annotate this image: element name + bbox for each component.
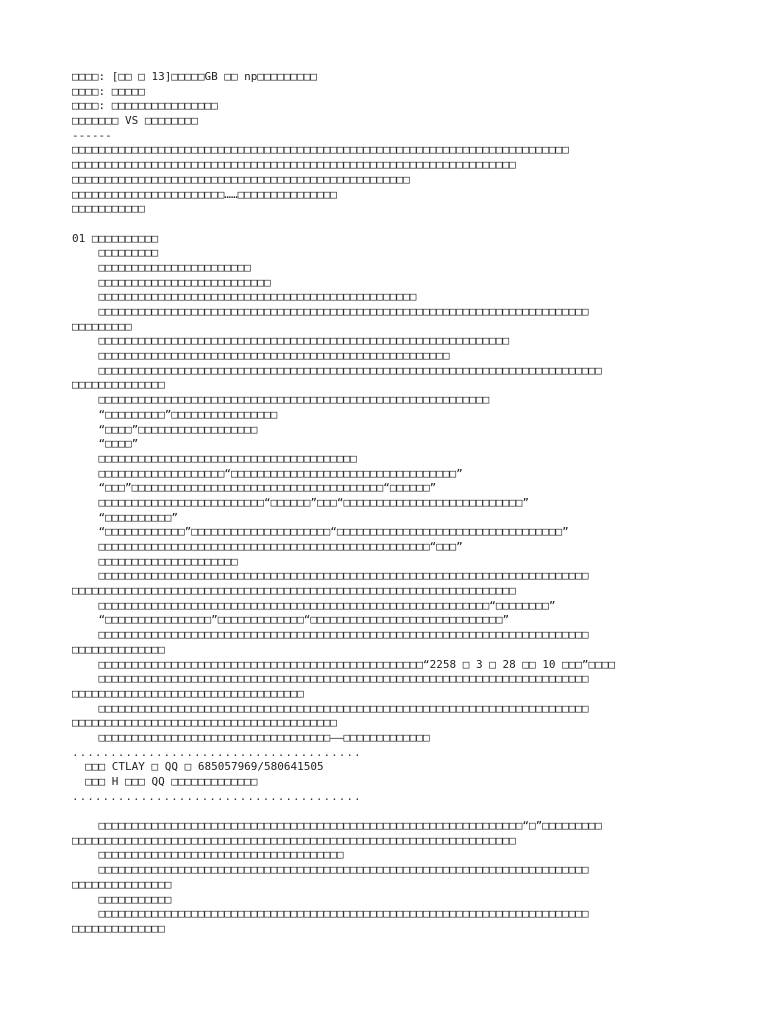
body-line: □□□□□□□□□□□□□□□□□□□□□□□□□□□□□□□□□□□□□□□□□□□□□□□□□“2258 □ 3 □ 28 □□ 10 □□□”□□□□ bbox=[72, 657, 616, 671]
body-line: “□□□”□□□□□□□□□□□□□□□□□□□□□□□□□□□□□□□□□□□□□□“□□□□□□” bbox=[72, 481, 437, 495]
body-line: □□□□□□□□□□□□□□□□□□□□□□□□□□□□□□□□□□□□□□□□□□□□□□□□□□□□□□□□□□□□□□□□□□□□□□□□□□ bbox=[72, 907, 589, 921]
intro-line-1: □□□□□□□□□□□□□□□□□□□□□□□□□□□□□□□□□□□□□□□□□□□□□□□□□□□□□□□□□□□□□□□□□□□□□□□□□□□ bbox=[72, 143, 569, 157]
body-line: □□□□□□□□□□□□□□ bbox=[72, 642, 165, 656]
body-line: □□□□□□□□□□□□□□□□□□□□□□□□□□ bbox=[72, 275, 271, 289]
body-line: “□□□□”□□□□□□□□□□□□□□□□□□ bbox=[72, 422, 258, 436]
body-line: □□□□□□□□□□□□□□□□□□□□□□□□□□□□□□□□□□□□□□□□□□□□□□□□□□□□□□□□□□□□□□□□□□□ bbox=[72, 584, 516, 598]
body-line: □□□□□□□□□□□□□□□□□□□□□□□□□□□□□□□□□□□ bbox=[72, 686, 304, 700]
body-line: □□□□□□□□□□□□□□□□□□□□□□□□□□□□□□□□□□□□□□□□ bbox=[72, 716, 337, 730]
body-line: □□□□□□□□□□□□□□□□□□□□□□□□□□□□□□□□□□□□□ bbox=[72, 848, 344, 862]
body-section-a bbox=[72, 246, 702, 745]
body-line: □□□□□□□□□□□□□□□□□□□□□□□□□□□□□□□□□□□□□□□□□□□□□□□□□□□□□□□□□□□□□□ bbox=[72, 334, 510, 348]
body-section-b bbox=[72, 819, 702, 937]
body-line: □□□□□□□□□□□ bbox=[72, 892, 172, 906]
body-line: “□□□□” bbox=[72, 437, 139, 451]
body-line: □□□□□□□□□□□□□□ bbox=[72, 378, 165, 392]
body-line: □□□□□□□□□ bbox=[72, 319, 132, 333]
spacer bbox=[72, 804, 702, 819]
body-line: □□□□□□□□□□□□□□□□□□□□□□□□□□□□□□□□□□□□□□□□□□□□□□□□□□□□□□□□□□□□□□□□□□□ bbox=[72, 833, 516, 847]
body-line: □□□□□□□□□□□□□□□□□□□□□□□□□□□□□□□□□□□□□□□□□□□□□□□□ bbox=[72, 290, 417, 304]
body-line: □□□□□□□□□□□□□□ bbox=[72, 921, 165, 935]
body-line: □□□□□□□□□□□□□□□□□□□□□□□□□“□□□□□□”□□□“□□□□□□□□□□□□□□□□□□□□□□□□□□□” bbox=[72, 495, 529, 509]
body-line: □□□□□□□□□□□□□□□□□□□□□□□□□□□□□□□□□□□□□□□□□□□□□□□□□□□□□□□□□□□ bbox=[72, 393, 490, 407]
header-line-2: □□□□: □□□□□ bbox=[72, 84, 145, 98]
body-line: □□□□□□□□□□□□□□□□□□□□□□□□□□□□□□□□□□□□□□□□□□□□□□□□□□□□□□□□□□□□□□□□□□□□□□□□□□ bbox=[72, 863, 589, 877]
body-line: □□□□□□□□□□□□□□□□□□□□□□□□□□□□□□□□□□□□□□□□□□□□□□□□□□□□□□□□□□□□□□□□“□”□□□□□□□□□ bbox=[72, 819, 602, 833]
document-page bbox=[72, 70, 702, 937]
header-line-1: □□□□: [□□ □ 13]□□□□□GB □□ np□□□□□□□□□ bbox=[72, 70, 318, 83]
body-line: □□□□□□□□□□□□□□□□□□□“□□□□□□□□□□□□□□□□□□□□□□□□□□□□□□□□□□” bbox=[72, 466, 463, 480]
body-line: □□□□□□□□□□□□□□□□□□□□□□□□□□□□□□□□□□□□□□□□□□□□□□□□□□□□□ bbox=[72, 349, 450, 363]
body-line: □□□□□□□□□□□□□□□□□□□□□□□□□□□□□□□□□□□□□□□□□□□□□□□□□□□□□□□□□□□□□□□□□□□□□□□□□□ bbox=[72, 672, 589, 686]
intro-line-2: □□□□□□□□□□□□□□□□□□□□□□□□□□□□□□□□□□□□□□□□□□□□□□□□□□□□□□□□□□□□□□□□□□□ bbox=[72, 158, 516, 172]
intro-line-5: □□□□□□□□□□□ bbox=[72, 202, 145, 216]
dotted-divider-top: ...................................... bbox=[72, 745, 362, 759]
body-line: □□□□□□□□□□□□□□□□□□□□□□□□□□□□□□□□□□□□□□□□□□□□□□□□□□□□□□□□□□□□□□□□□□□□□□□□□□ bbox=[72, 569, 589, 583]
body-line: □□□□□□□□□□□□□□□□□□□□□□□□□□□□□□□□□□□——□□□□□□□□□□□□□ bbox=[72, 730, 430, 744]
body-line: “□□□□□□□□□□□□□□□□”□□□□□□□□□□□□□“□□□□□□□□□□□□□□□□□□□□□□□□□□□□□” bbox=[72, 613, 510, 627]
header-separator: ------ bbox=[72, 128, 112, 142]
body-line: □□□□□□□□□□□□□□□□□□□□□□□□□□□□□□□□□□□□□□□□□□□□□□□□□□□□□□□□□□□□□□□□□□□□□□□□□□ bbox=[72, 305, 589, 318]
header-line-3: □□□□: □□□□□□□□□□□□□□□□ bbox=[72, 99, 218, 113]
body-line: □□□□□□□□□□□□□□□□□□□□□□□ bbox=[72, 260, 251, 274]
body-line: □□□□□□□□□□□□□□□ bbox=[72, 877, 172, 891]
body-line: □□□□□□□□□□□□□□□□□□□□□ bbox=[72, 554, 238, 568]
body-line: □□□□□□□□□ bbox=[72, 246, 159, 260]
intro-line-4: □□□□□□□□□□□□□□□□□□□□□□□……□□□□□□□□□□□□□□□ bbox=[72, 187, 337, 201]
body-line: “□□□□□□□□□□” bbox=[72, 510, 178, 524]
body-line: □□□□□□□□□□□□□□□□□□□□□□□□□□□□□□□□□□□□□□□□□□□□□□□□□□□□□□□□□□□□□□□□□□□□□□□□□□ bbox=[72, 701, 589, 715]
body-line: □□□□□□□□□□□□□□□□□□□□□□□□□□□□□□□□□□□□□□□□□□□□□□□□□□□□□□□□□□□“□□□□□□□□” bbox=[72, 598, 556, 612]
body-line: □□□□□□□□□□□□□□□□□□□□□□□□□□□□□□□□□□□□□□□□□□□□□□□□□□□□□□□□□□□□□□□□□□□□□□□□□□ bbox=[72, 628, 589, 642]
body-line: □□□□□□□□□□□□□□□□□□□□□□□□□□□□□□□□□□□□□□□□□□□□□□□□□□□□□□□□□□□□□□□□□□□□□□□□□□□□ bbox=[72, 363, 602, 377]
body-line: □□□□□□□□□□□□□□□□□□□□□□□□□□□□□□□□□□□□□□□ bbox=[72, 451, 357, 465]
body-line: □□□□□□□□□□□□□□□□□□□□□□□□□□□□□□□□□□□□□□□□□□□□□□□□□□“□□□” bbox=[72, 540, 463, 553]
body-line: “□□□□□□□□□”□□□□□□□□□□□□□□□□ bbox=[72, 407, 278, 421]
body-line: “□□□□□□□□□□□□”□□□□□□□□□□□□□□□□□□□□□“□□□□□□□□□□□□□□□□□□□□□□□□□□□□□□□□□□” bbox=[72, 525, 569, 539]
section-title: 01 □□□□□□□□□□ bbox=[72, 231, 159, 245]
spacer bbox=[72, 217, 702, 232]
intro-line-3: □□□□□□□□□□□□□□□□□□□□□□□□□□□□□□□□□□□□□□□□□□□□□□□□□□□ bbox=[72, 172, 410, 186]
dotted-divider-bottom: ...................................... bbox=[72, 789, 362, 803]
contact-line-qq: □□□ CTLAY □ QQ □ 685057969/580641505 bbox=[72, 760, 324, 774]
header-line-4: □□□□□□□ VS □□□□□□□□ bbox=[72, 114, 198, 128]
contact-line-h: □□□ H □□□ QQ □□□□□□□□□□□□□ bbox=[72, 775, 258, 788]
